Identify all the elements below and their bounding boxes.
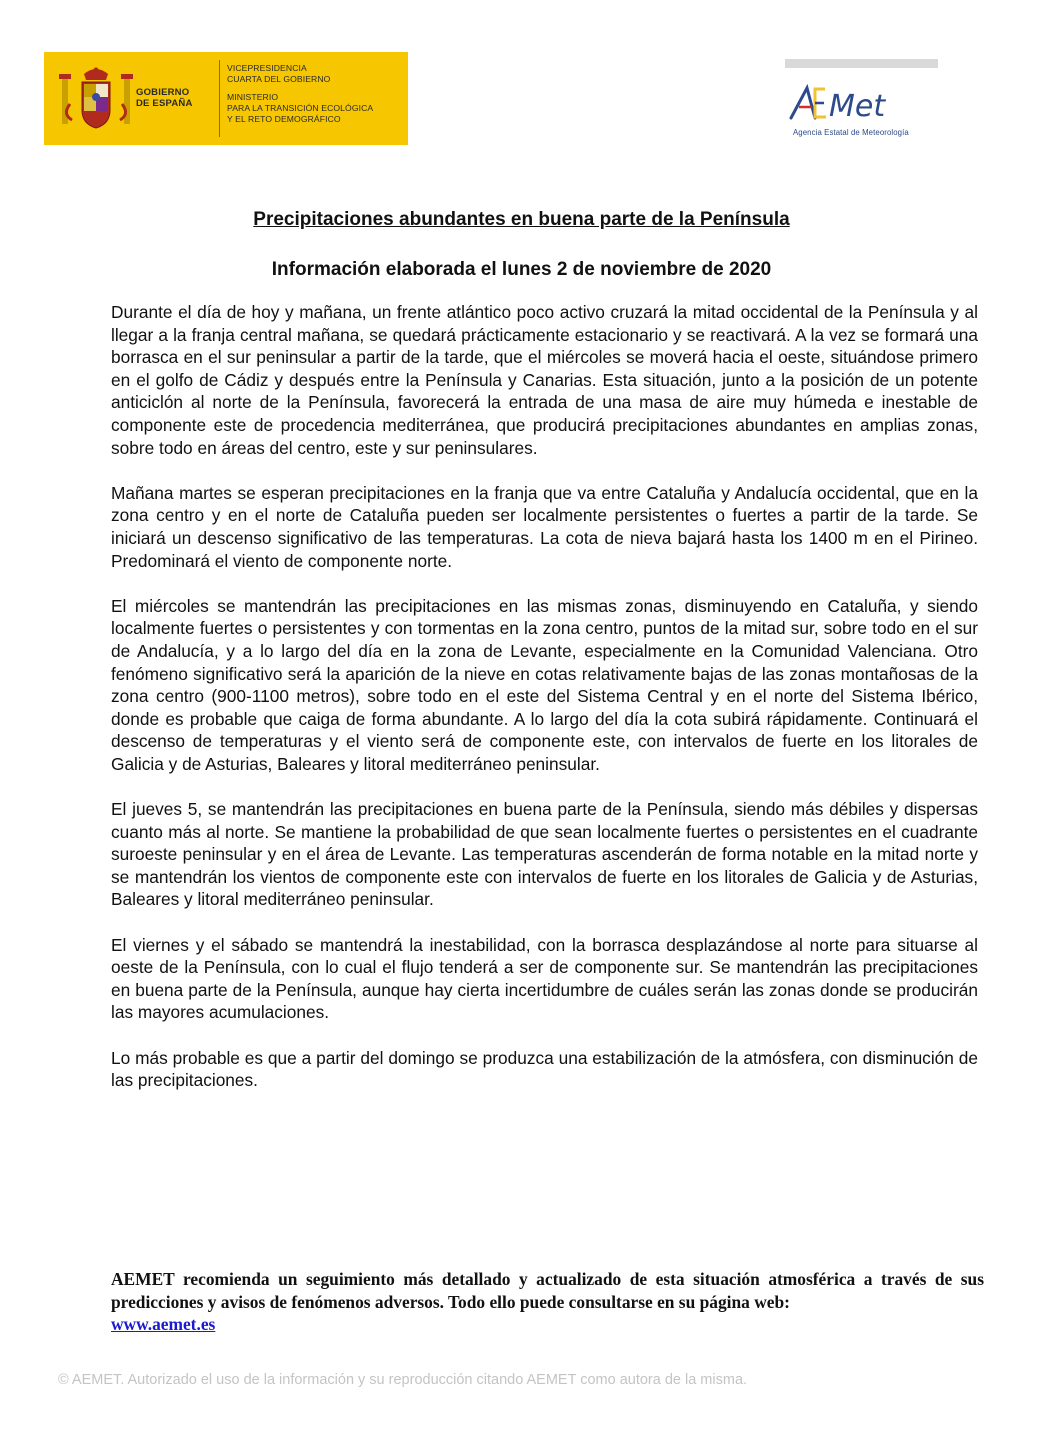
document-subtitle: Información elaborada el lunes 2 de noviembre de 2020 <box>271 259 772 280</box>
document-title: Precipitaciones abundantes en buena parte de la Península <box>253 209 790 230</box>
body-paragraph: Lo más probable es que a partir del domingo se produzca una estabilización de la atmósfera, con disminución de las precipitaciones. <box>111 1047 978 1091</box>
recommendation-sentence: AEMET recomienda un seguimiento más detallado y actualizado de esta situación atmosférica a través de sus predicciones y avisos de fenómenos adversos. Todo ello puede consultarse en su página web: <box>111 1269 984 1312</box>
banner-divider <box>219 60 220 137</box>
ministry-line: MINISTERIO <box>227 92 279 102</box>
ministry-line: CUARTA DEL GOBIERNO <box>227 74 331 84</box>
recommendation-text <box>111 1268 984 1336</box>
aemet-subtitle: Agencia Estatal de Meteorología <box>793 128 909 137</box>
document-body <box>111 301 978 1114</box>
body-paragraph: Durante el día de hoy y mañana, un frente atlántico poco activo cruzará la mitad occidental de la Península y al llegar a la franja central mañana, se quedará prácticamente estacionario y se reactivará. A la vez se formará una borrasca en el sur peninsular a partir de la tarde, que el miércoles se moverá hacia el oeste, situándose primero en el golfo de Cádiz y después entre la Península y Canarias. Esta situación, junto a la posición de un potente anticiclón al norte de la Península, favorecerá la entrada de una masa de aire muy húmeda e inestable de componente este de procedencia mediterránea, que producirá precipitaciones abundantes en amplias zonas, sobre todo en áreas del centro, este y sur peninsulares. <box>111 302 978 458</box>
body-paragraph: El jueves 5, se mantendrán las precipitaciones en buena parte de la Península, siendo más débiles y dispersas cuanto más al norte. Se mantiene la probabilidad de que sean localmente fuertes o persistentes en el cuadrante suroeste peninsular y en el área de Levante. Las temperaturas ascenderán de forma notable en la mitad norte y se mantendrán los vientos de componente este con intervalos de fuerte en los litorales de Galicia y de Asturias, Baleares y litoral mediterráneo peninsular. <box>111 799 978 910</box>
government-name-line: GOBIERNO <box>136 87 190 98</box>
body-paragraph: El viernes y el sábado se mantendrá la inestabilidad, con la borrasca desplazándose al norte para situarse al oeste de la Península, con lo cual el flujo tenderá a ser de componente sur. Se mantendrán las precipitaciones en buena parte de la Península, aunque hay cierta incertidumbre de cuáles serán las zonas donde se producirán las mayores acumulaciones. <box>111 934 978 1023</box>
coat-of-arms-icon <box>58 64 134 134</box>
svg-text:Met: Met <box>829 89 886 124</box>
aemet-website-link[interactable]: www.aemet.es <box>111 1314 216 1335</box>
ministry-line: Y EL RETO DEMOGRÁFICO <box>227 114 341 124</box>
copyright-footer: © AEMET. Autorizado el uso de la información y su reproducción citando AEMET como autora de la misma. <box>58 1372 748 1388</box>
government-name <box>136 87 193 109</box>
body-paragraph: El miércoles se mantendrán las precipitaciones en las mismas zonas, disminuyendo en Cataluña, y siendo localmente fuertes o persistentes y con tormentas en la zona centro, puntos de la mitad sur, sobre todo en el sur de Andalucía, y a lo largo del día en la zona de Levante, especialmente en la Comunidad Valenciana. Otro fenómeno significativo será la aparición de la nieve en cotas relativamente bajas de las zonas montañosas de la zona centro (900-1100 metros), sobre todo en el este del Sistema Central y en el norte del Sistema Ibérico, donde es probable que caiga de forma abundante. A lo largo del día la cota subirá rápidamente. Continuará el descenso de temperaturas y el viento será de componente este, con intervalos de fuerte en los litorales de Galicia y de Asturias, Baleares y litoral mediterráneo peninsular. <box>111 595 978 774</box>
ministry-line: VICEPRESIDENCIA <box>227 63 307 73</box>
government-name-line: DE ESPAÑA <box>136 98 193 109</box>
ministry-line: PARA LA TRANSICIÓN ECOLÓGICA <box>227 103 374 113</box>
government-banner <box>44 52 408 145</box>
aemet-logo-bar <box>785 59 938 68</box>
ministry-name <box>227 63 373 125</box>
body-paragraph: Mañana martes se esperan precipitaciones en la franja que va entre Cataluña y Andalucía occidental, que en la zona centro y en el norte de Cataluña pueden ser localmente persistentes o fuertes a partir de la tarde. Se iniciará un descenso significativo de las temperaturas. La cota de nieva bajará hasta los 1400 m en el Pirineo. Predominará el viento de componente norte. <box>111 482 978 571</box>
